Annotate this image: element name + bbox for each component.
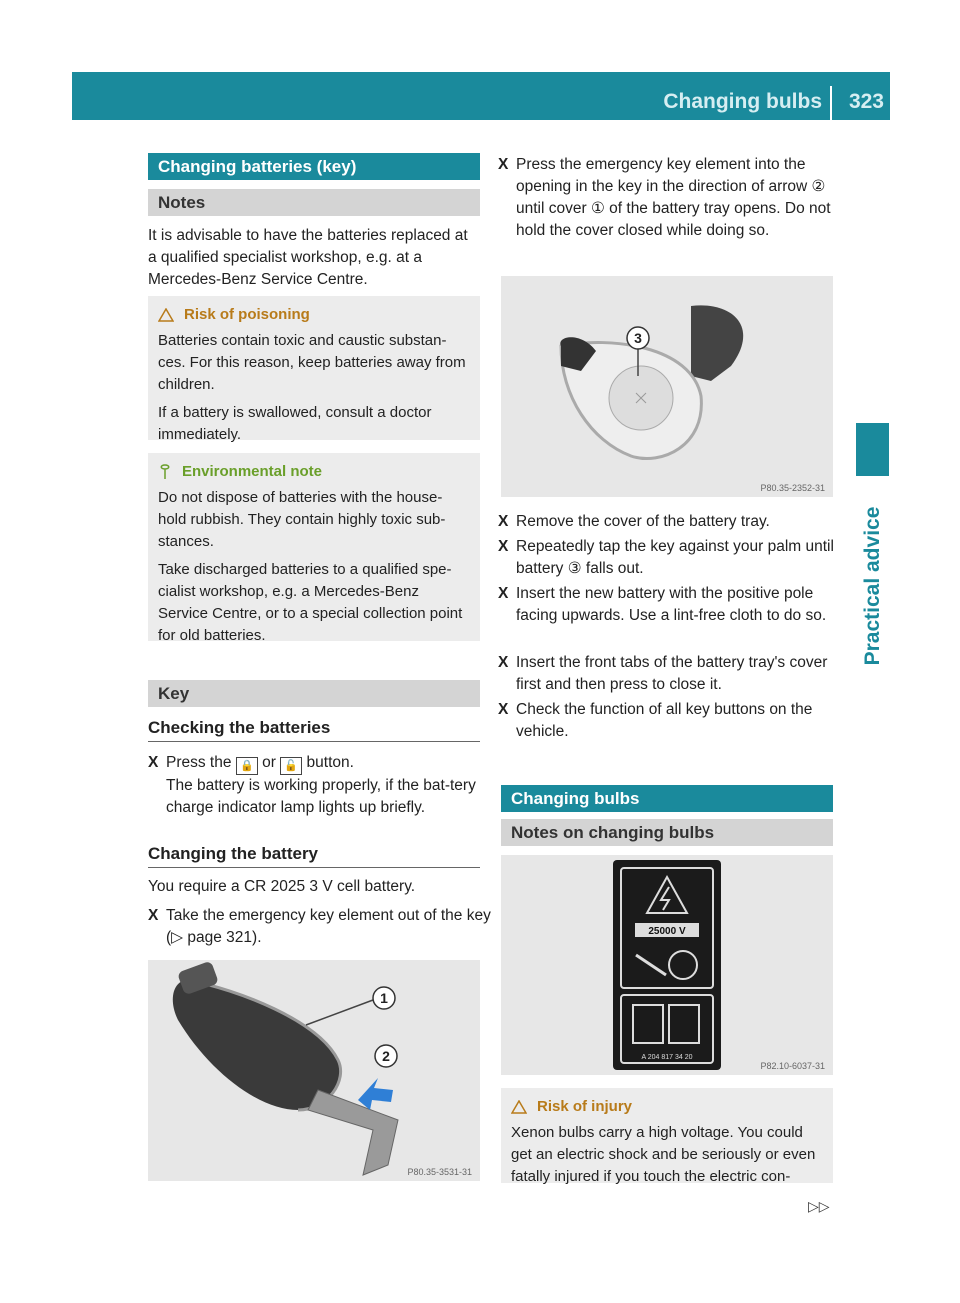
key-illustration-graphic: [148, 960, 480, 1181]
env-heading: [158, 461, 470, 483]
subsection-heading-notes-bulbs: Notes on changing bulbs: [501, 819, 833, 846]
subsection-heading-notes: Notes: [148, 189, 480, 216]
step-insert-battery: X Insert the new battery with the positive pole facing upwards. Use a lint-free cloth to do so.: [498, 585, 827, 624]
callout-2: 2: [382, 1048, 390, 1064]
page-number: 323: [848, 90, 884, 113]
warning-text-2: If a battery is swallowed, consult a doctor immediately.: [158, 404, 432, 443]
voltage-label: 25000 V: [648, 926, 686, 937]
environment-leaf-icon: [158, 464, 172, 480]
step-marker-icon: X: [498, 513, 509, 530]
step-marker-icon: X: [148, 907, 159, 924]
heading-changing-battery: Changing the battery: [148, 844, 480, 868]
step-insert-tabs: X Insert the front tabs of the battery tray's cover first and then press to close it.: [498, 654, 828, 693]
warning-text-1: Batteries contain toxic and caustic substan-ces. For this reason, keep batteries away from children.: [158, 332, 466, 393]
unlock-button-icon: 🔓: [280, 757, 302, 775]
xenon-label-graphic: [501, 855, 833, 1075]
warning-heading: [511, 1096, 823, 1118]
step-marker-icon: X: [498, 538, 509, 555]
warning-heading: [158, 304, 470, 326]
step-marker-icon: X: [498, 654, 509, 671]
image-code: P80.35-2352-31: [760, 483, 825, 493]
header-title: Changing bulbs: [663, 90, 822, 113]
warning-title: Risk of poisoning: [184, 306, 310, 323]
step-marker-icon: X: [148, 754, 159, 771]
env-title: Environmental note: [182, 463, 323, 480]
step-take-key: X Take the emergency key element out of the key (▷ page 321).: [148, 907, 491, 946]
step-check-buttons: X Check the function of all key buttons on the vehicle.: [498, 701, 813, 740]
subsection-heading-key: Key: [148, 680, 480, 707]
env-text-1: Do not dispose of batteries with the house-hold rubbish. They contain highly toxic sub-stances.: [158, 489, 446, 550]
step-remove-cover: X Remove the cover of the battery tray.: [498, 511, 852, 533]
chapter-tab: [856, 486, 889, 686]
battery-requirement: You require a CR 2025 3 V cell battery.: [148, 878, 416, 895]
step-marker-icon: X: [498, 585, 509, 602]
warning-box-poisoning: [148, 296, 480, 443]
image-code: P82.10-6037-31: [760, 1061, 825, 1071]
key-battery-illustration: [148, 960, 480, 1181]
continued-marker: ▷▷: [808, 1198, 830, 1214]
env-text-2: Take discharged batteries to a qualified spe-cialist workshop, e.g. a Mercedes-Benz Service Centre, or to a special collection point for old batteries.: [158, 561, 463, 644]
step-marker-icon: X: [498, 701, 509, 718]
step-tap-key: X Repeatedly tap the key against your palm until battery ③ falls out.: [498, 538, 834, 577]
xenon-warning-label-image: [501, 855, 833, 1075]
environmental-note-box: [148, 453, 480, 644]
chapter-tab-marker: [856, 423, 889, 476]
warning-text: Xenon bulbs carry a high voltage. You could get an electric shock and be seriously or even fatally injured if you touch the electric con-: [511, 1124, 816, 1185]
page-header: [72, 72, 890, 120]
header-divider: [830, 86, 832, 120]
chapter-tab-label: Practical advice: [860, 506, 884, 666]
step-press-emergency-key: X Press the emergency key element into the opening in the key in the direction of arrow ② until cover ① of the battery tray opens. Do not hold the cover closed while doing so.: [498, 156, 831, 239]
heading-checking-batteries: Checking the batteries: [148, 718, 480, 742]
image-code: P80.35-3531-31: [407, 1167, 472, 1177]
callout-1: 1: [380, 990, 388, 1006]
lock-button-icon: 🔒: [236, 757, 258, 775]
battery-tray-graphic: [501, 276, 833, 497]
step-marker-icon: X: [498, 156, 509, 173]
part-number-label: A 204 817 34 20: [641, 1054, 693, 1061]
section-heading-changing-bulbs: Changing bulbs: [501, 785, 833, 812]
warning-box-injury: [501, 1088, 833, 1183]
section-heading-changing-batteries: Changing batteries (key): [148, 153, 480, 180]
step-press-button: X Press the 🔒 or 🔓 button. The battery is working properly, if the bat-tery charge indicator lamp lights up briefly.: [148, 754, 476, 816]
warning-triangle-icon: [511, 1100, 527, 1114]
callout-3: 3: [634, 330, 642, 346]
warning-triangle-icon: [158, 308, 174, 322]
warning-title: Risk of injury: [537, 1098, 633, 1115]
battery-tray-illustration: [501, 276, 833, 497]
notes-paragraph: It is advisable to have the batteries replaced at a qualified specialist workshop, e.g. at a Mercedes-Benz Service Centre.: [148, 227, 468, 288]
